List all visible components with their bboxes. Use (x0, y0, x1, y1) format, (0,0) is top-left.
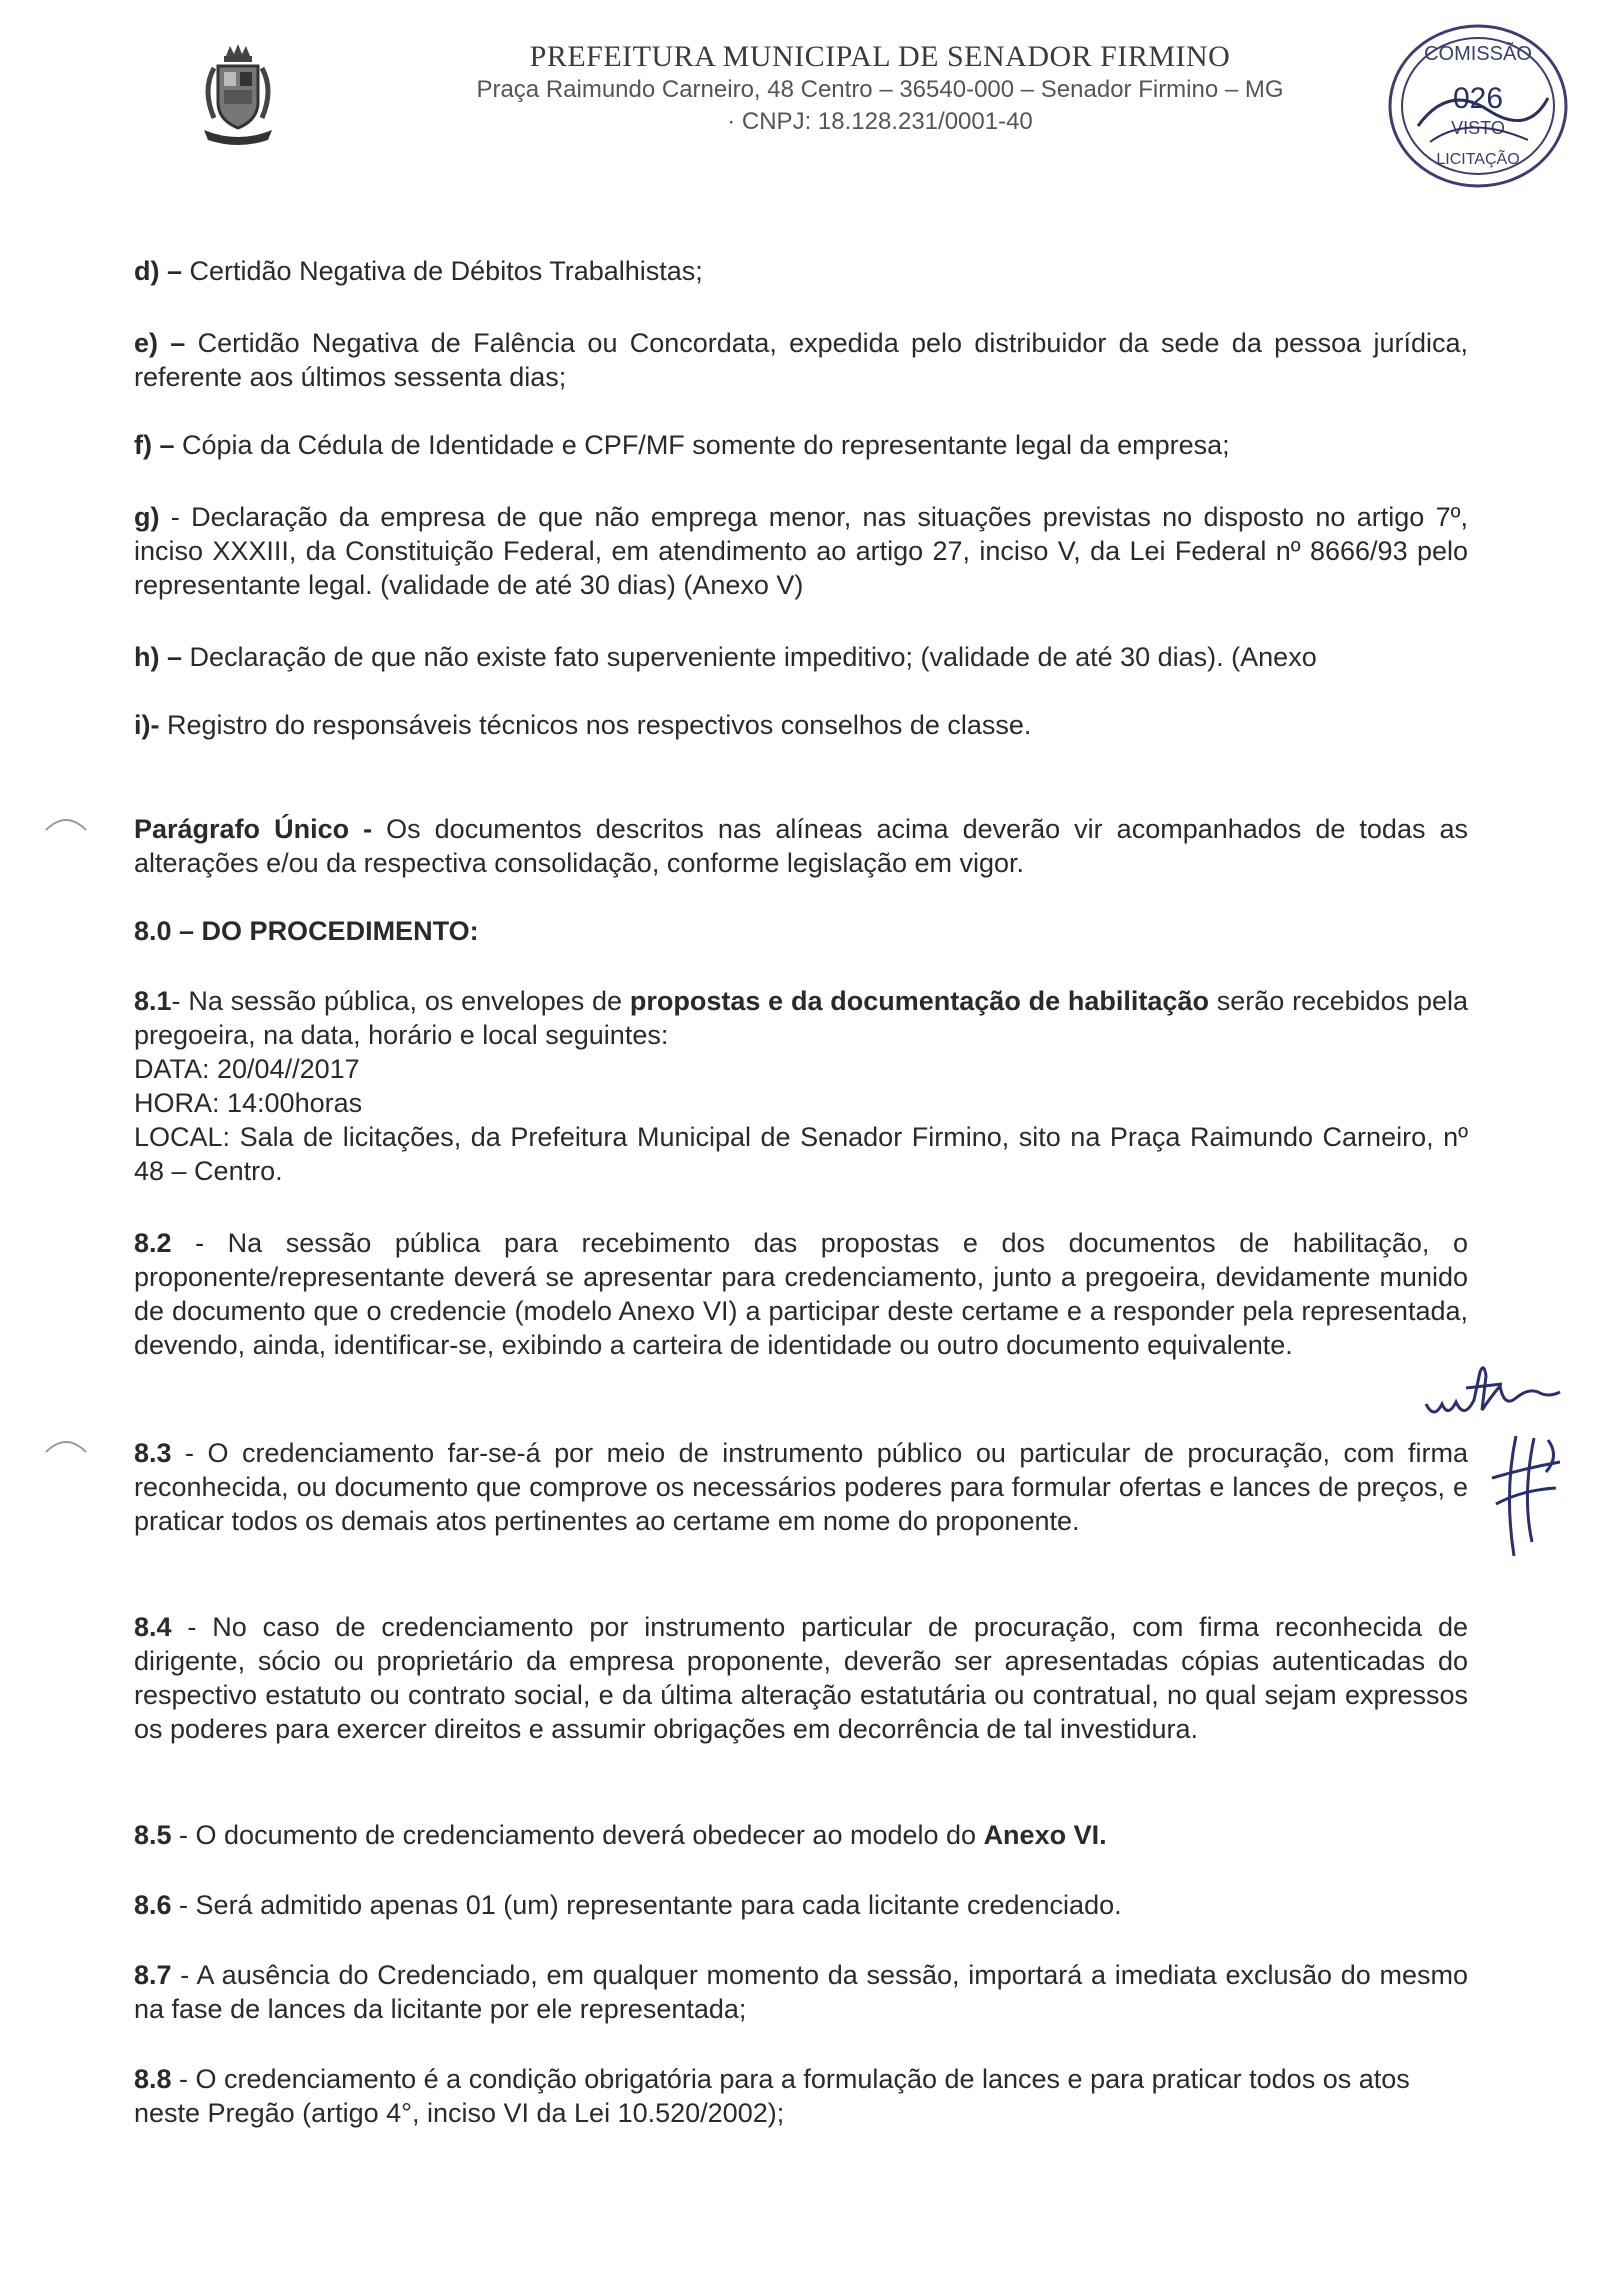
clause-8-2: 8.2 - Na sessão pública para recebimento das propostas e dos documentos de habilitação, o proponente/representante deverá se apresentar para credenciamento, junto a pregoeira, devidamente munido de documento que o credencie (modelo Anexo VI) a participar deste certame e a responder pela representada, devendo, ainda, identificar-se, exibindo a carteira de identidade ou outro documento equivalente. (134, 1228, 1468, 1360)
item-i: i)- Registro do responsáveis técnicos nos respectivos conselhos de classe. (134, 710, 1032, 740)
header-address: Praça Raimundo Carneiro, 48 Centro – 36540-000 – Senador Firmino – MG (476, 76, 1284, 103)
item-d: d) – Certidão Negativa de Débitos Trabalhistas; (134, 256, 703, 286)
stamp-licitacao-text: LICITAÇÃO (1436, 151, 1520, 168)
margin-mark-icon (44, 1436, 88, 1458)
session-local: LOCAL: Sala de licitações, da Prefeitura Municipal de Senador Firmino, sito na Praça Raimundo Carneiro, nº 48 – Centro. (134, 1122, 1468, 1186)
clause-8-7: 8.7 - A ausência do Credenciado, em qualquer momento da sessão, importará a imediata exclusão do mesmo na fase de lances da licitante por ele representada; (134, 1960, 1468, 2024)
clause-8-8: 8.8 - O credenciamento é a condição obrigatória para a formulação de lances e para praticar todos os atos neste Pregão (artigo 4°, inciso VI da Lei 10.520/2002); (134, 2064, 1410, 2128)
margin-mark-icon (44, 814, 88, 836)
paragrafo-unico: Parágrafo Único - Os documentos descritos nas alíneas acima deverão vir acompanhados de todas as alterações e/ou da respectiva consolidação, conforme legislação em vigor. (134, 814, 1469, 878)
clause-8-1: 8.1- Na sessão pública, os envelopes de propostas e da documentação de habilitação serão recebidos pela pregoeira, na data, horário e local seguintes: DATA: 20/04//2017 HORA: 14:00horas LOCAL: Sala de licitações, da Prefeitura Municipal de Senador Firmino, sito na Praça Raimundo Carneiro, nº 48 – Centro. (134, 986, 1468, 1186)
clause-8-4: 8.4 - No caso de credenciamento por instrumento particular de procuração, com firma reconhecida de dirigente, sócio ou proprietário da empresa proponente, deverão ser apresentadas cópias autenticadas do respectivo estatuto ou contrato social, e da última alteração estatutária ou contratual, no qual sejam expressos os poderes para exercer direitos e assumir obrigações em decorrência de tal investidura. (134, 1612, 1468, 1744)
header-title: PREFEITURA MUNICIPAL DE SENADOR FIRMINO (529, 40, 1231, 73)
clause-8-5: 8.5 - O documento de credenciamento deverá obedecer ao modelo do Anexo VI. (134, 1820, 1107, 1850)
municipal-crest-icon (196, 38, 280, 150)
handwritten-signature (1486, 1432, 1566, 1562)
stamp-commission-text: COMISSÃO (1424, 43, 1532, 65)
item-g: g) - Declaração da empresa de que não emprega menor, nas situações previstas no disposto no artigo 7º, inciso XXXIII, da Constituição Federal, em atendimento ao artigo 27, inciso V, da Lei Federal nº 8666/93 pelo representante legal. (validade de até 30 dias) (Anexo V) (134, 502, 1468, 600)
stamp-number: 026 (1452, 82, 1504, 115)
session-date: DATA: 20/04//2017 (134, 1054, 360, 1084)
commission-stamp (1378, 14, 1578, 194)
item-h: h) – Declaração de que não existe fato superveniente impeditivo; (validade de até 30 dias). (Anexo (134, 642, 1317, 672)
handwritten-initials-signature (1420, 1358, 1570, 1428)
item-e: e) – Certidão Negativa de Falência ou Concordata, expedida pelo distribuidor da sede da pessoa jurídica, referente aos últimos sessenta dias; (134, 328, 1469, 392)
header-cnpj: · CNPJ: 18.128.231/0001-40 (727, 108, 1033, 135)
clause-8-6: 8.6 - Será admitido apenas 01 (um) representante para cada licitante credenciado. (134, 1890, 1122, 1920)
section-title: 8.0 – DO PROCEDIMENTO: (134, 916, 479, 946)
session-hour: HORA: 14:00horas (134, 1088, 363, 1118)
stamp-visto-text: VISTO (1451, 118, 1505, 138)
item-f: f) – Cópia da Cédula de Identidade e CPF/MF somente do representante legal da empresa; (134, 430, 1230, 460)
clause-8-3: 8.3 - O credenciamento far-se-á por meio de instrumento público ou particular de procuração, com firma reconhecida, ou documento que comprove os necessários poderes para formular ofertas e lances de preços, e praticar todos os demais atos pertinentes ao certame em nome do proponente. (134, 1438, 1468, 1536)
